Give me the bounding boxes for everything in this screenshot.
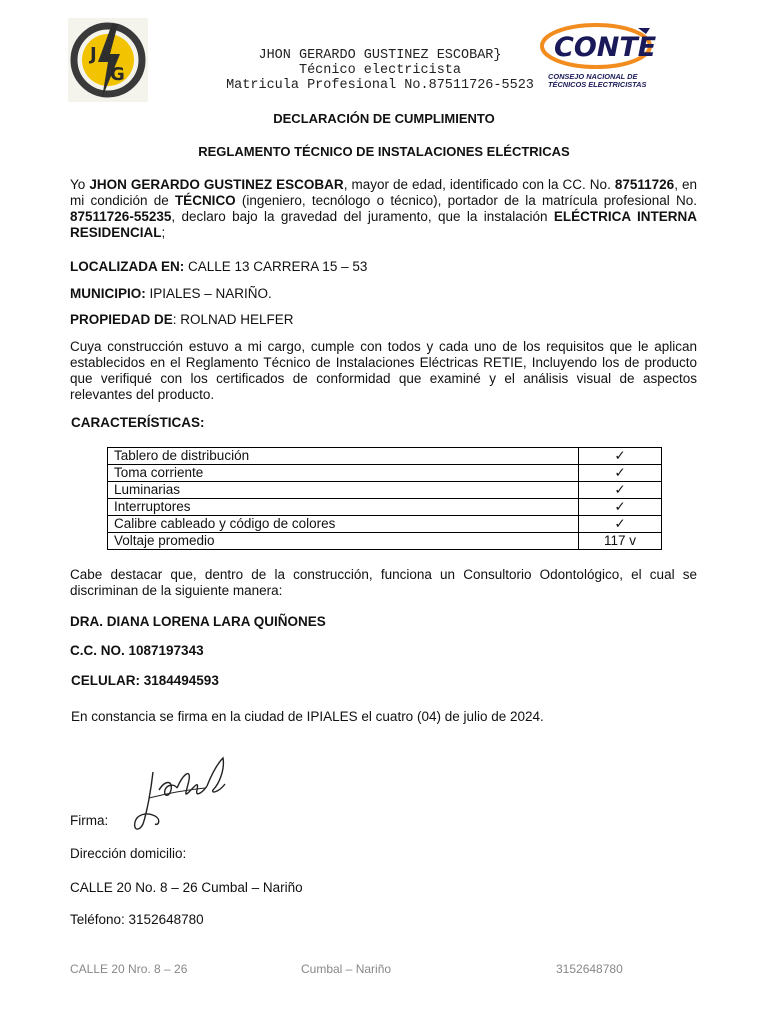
phone-line: Teléfono: 3152648780 — [70, 912, 204, 927]
closing-statement: En constancia se firma en la ciudad de IPIALES el cuatro (04) de julio de 2024. — [71, 709, 544, 724]
footer-phone: 3152648780 — [556, 962, 623, 976]
table-cell-item: Luminarias — [108, 482, 579, 499]
declaration-title: DECLARACIÓN DE CUMPLIMIENTO — [273, 111, 495, 126]
table-row — [108, 482, 662, 499]
conte-subtitle-1: CONSEJO NACIONAL DE — [548, 72, 638, 81]
header-name: JHON GERARDO GUSTINEZ ESCOBAR} — [258, 48, 502, 63]
intro-license: 87511726-55235 — [70, 209, 172, 224]
intro-paragraph: Yo JHON GERARDO GUSTINEZ ESCOBAR, mayor de edad, identificado con la CC. No. 87511726, en mi condición de TÉCNICO (ingeniero, tecnólogo o técnico), portador de la matrícula profesional No. 87511726-55235, declaro bajo la gravedad del juramento, que la instalación ELÉCTRICA INTERNA RESIDENCIAL; — [70, 177, 698, 240]
characteristics-table — [107, 447, 662, 550]
municipio-label: MUNICIPIO: — [70, 286, 146, 301]
jg-logo — [68, 18, 148, 102]
location-label: LOCALIZADA EN: — [70, 259, 185, 274]
phone-value: : 3184494593 — [135, 673, 219, 688]
location-line — [70, 259, 367, 275]
municipio-value: IPIALES – NARIÑO. — [145, 286, 272, 301]
check-icon: ✓ — [579, 499, 662, 516]
table-cell-item: Toma corriente — [108, 465, 579, 482]
table-cell-value: 117 v — [579, 533, 662, 550]
table-row — [108, 448, 662, 465]
intro-type: ELÉCTRICA INTERNA RESIDENCIAL — [70, 209, 697, 240]
address-label: Dirección domicilio: — [70, 846, 187, 861]
table-row — [108, 533, 662, 550]
svg-text:CONTE: CONTE — [554, 32, 656, 63]
address-value: CALLE 20 No. 8 – 26 Cumbal – Nariño — [70, 880, 303, 895]
footer-address: CALLE 20 Nro. 8 – 26 — [70, 962, 188, 976]
table-cell-item: Interruptores — [108, 499, 579, 516]
signature-image — [125, 750, 235, 840]
phone-label: CELULAR — [71, 673, 136, 688]
svg-text:G: G — [110, 64, 125, 85]
note-paragraph: Cabe destacar que, dentro de la construcción, funciona un Consultorio Odontológico, el cual se discriminan de la siguiente manera: — [70, 567, 697, 598]
signature-label: Firma: — [70, 813, 109, 828]
svg-text:J: J — [90, 44, 97, 65]
propiedad-label: PROPIEDAD DE — [70, 312, 173, 327]
footer-city: Cumbal – Nariño — [301, 962, 392, 976]
header-role: Técnico electricista — [298, 63, 462, 78]
characteristics-heading: CARACTERÍSTICAS: — [71, 415, 205, 430]
table-row — [108, 516, 662, 533]
dentist-cc: C.C. NO. 1087197343 — [70, 643, 204, 658]
dentist-phone — [71, 673, 219, 689]
check-icon: ✓ — [579, 516, 662, 533]
propiedad-line — [70, 312, 294, 328]
table-cell-item: Tablero de distribución — [108, 448, 579, 465]
regulation-title: REGLAMENTO TÉCNICO DE INSTALACIONES ELÉCTRICAS — [198, 144, 570, 159]
location-value: CALLE 13 CARRERA 15 – 53 — [184, 259, 368, 274]
header-license: Matricula Profesional No.87511726-5523 — [226, 78, 534, 93]
table-row — [108, 465, 662, 482]
table-cell-item: Voltaje promedio — [108, 533, 579, 550]
conte-logo — [540, 22, 656, 94]
municipio-line — [70, 286, 272, 302]
construction-paragraph: Cuya construcción estuvo a mi cargo, cumple con todos y cada uno de los requisitos que le aplican establecidos en el Reglamento Técnico de Instalaciones Eléctricas RETIE, Incluyendo los de producto que verifiqué con los certificados de conformidad que examiné y el análisis visual de aspectos relevantes del producto. — [70, 339, 697, 402]
table-cell-item: Calibre cableado y código de colores — [108, 516, 579, 533]
conte-subtitle-2: TÉCNICOS ELECTRICISTAS — [548, 80, 647, 89]
intro-role: TÉCNICO — [174, 193, 236, 208]
table-row — [108, 499, 662, 516]
propiedad-value: : ROLNAD HELFER — [172, 312, 294, 327]
check-icon: ✓ — [579, 448, 662, 465]
check-icon: ✓ — [579, 482, 662, 499]
intro-name: JHON GERARDO GUSTINEZ ESCOBAR — [89, 177, 344, 192]
dentist-name: DRA. DIANA LORENA LARA QUIÑONES — [70, 614, 326, 629]
check-icon: ✓ — [579, 465, 662, 482]
intro-cc: 87511726 — [614, 177, 675, 192]
